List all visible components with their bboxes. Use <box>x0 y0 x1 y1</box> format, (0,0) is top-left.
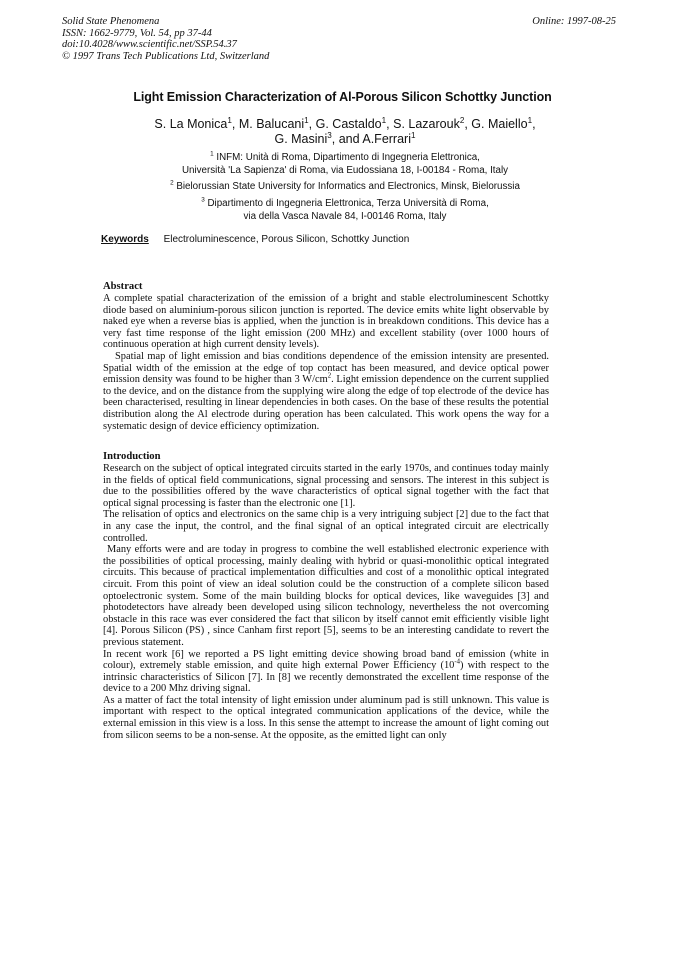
journal-header <box>62 16 269 62</box>
online-date: Online: 1997-08-25 <box>532 16 616 27</box>
affiliation-3: $^3$ Dipartimento di Ingegneria Elettronica, Terza Università di Roma, via della Vasca Navale 84, I-00146 Roma, Italy <box>201 196 489 222</box>
abstract-section <box>103 281 549 432</box>
intro-paragraph: The relisation of optics and electronics on the same chip is a very intriguing subject [2] due to the fact that in any case the input, the control, and the final signal of an optical integrated circuit are electrically controlled. <box>103 509 549 544</box>
intro-paragraph: Many efforts were and are today in progress to combine the well established electronic experience with the possibilities of optical processing, mainly dealing with hybrid or quasi-monolithic optical integrated circuits. This because of practical implementation difficulties and cost of a monolithic optical integrated circuit. From this point of view an ideal solution could be the construction of a complete silicon based optoelectronic system. Some of the main building blocks for optical devices, like waveguides [3] and photodetectors have already been developed using silicon technology, nevertheless the not overcoming obstacle in this race was ever considered the fact that silicon by itself cannot emit efficiently visible light [4]. Porous Silicon (PS) , since Canham first report [5], seems to be an interesting candidate to revert the previous statement. <box>103 544 549 648</box>
intro-paragraph: In recent work [6] we reported a PS light emitting device showing broad band of emission (white in colour), extremely stable emission, and quite high external Power Efficiency $(10^{-4})$ with respect to the intrinsic characteristics of Silicon [7]. In [8] we recently demonstrated the excellent time response of the device to a 200 Mhz driving signal. <box>103 648 549 695</box>
author: G. Masini <box>274 132 328 146</box>
paper-title: Light Emission Characterization of Al-Porous Silicon Schottky Junction <box>133 90 552 104</box>
abstract-paragraph: A complete spatial characterization of the emission of a bright and stable electroluminescent Schottky diode based on aluminium-porous silicon junction is reported. The device emits white light observable by naked eye when a reverse bias is applied, when the junction is in breakdown conditions. This device has a very fast time response of the light emission (200 MHz) and excellent stability (over 1000 hours of continuous operation at high current density levels). <box>103 293 549 351</box>
issn-line: ISSN: 1662-9779, Vol. 54, pp 37-44 <box>62 27 212 39</box>
author: G. Maiello <box>471 117 528 131</box>
affiliation-2: $^2$ Bielorussian State University for Informatics and Electronics, Minsk, Bielorussia <box>170 179 520 192</box>
keywords-label: Keywords <box>101 234 149 245</box>
journal-name: Solid State Phenomena <box>62 16 160 27</box>
abstract-paragraph: Spatial map of light emission and bias conditions dependence of the emission intensity are presented. Spatial width of the emission at the edge of top contact has been measured, and device optical power emission density was found to be higher than 3 $W/cm^2$. Light emission dependence on the current supplied to the device, and on the distance from the supplying wire along the edge of top electrode of the device has been characterised, resulting in linear dependencies in both cases. On the base of these results the potential distribution along the Al electrode during operation has been calculated. This work opens the way for a systematic design of device efficiency optimization. <box>103 350 549 432</box>
intro-paragraph: Research on the subject of optical integrated circuits started in the early 1970s, and continues today mainly in the fields of optical field communications, signal processing and sensors. The interest in this subject is due to the possibilities offered by the wave characteristics of optical signal together with the fact that optical signal processing is faster than the electronic one [1]. <box>103 463 549 509</box>
doi-line: doi:10.4028/www.scientific.net/SSP.54.37 <box>62 39 237 50</box>
author-list: S. La Monica$^1$, M. Balucani$^1$, G. Castaldo$^1$, S. Lazarouk$^2$, G. Maiello$^1$, G. Masini$^3$, and A.Ferrari$^1$ <box>154 115 536 146</box>
introduction-heading: Introduction <box>103 451 161 462</box>
author: and A.Ferrari <box>338 132 411 146</box>
introduction-section <box>103 451 549 741</box>
author: G. Castaldo <box>315 117 382 131</box>
author: S. La Monica <box>154 117 228 131</box>
intro-paragraph: As a matter of fact the total intensity of light emission under aluminum pad is still unknown. This value is important with respect to the optical integrated communication applications of the device, while the external emission in this view is a loss. In this sense the attempt to increase the amount of light coming out from silicon seems to be a non-sense. At the opposite, as the emitted light can only <box>103 694 549 741</box>
abstract-heading: Abstract <box>103 281 143 292</box>
author: M. Balucani <box>238 117 305 131</box>
author: S. Lazarouk <box>393 117 460 131</box>
keywords-text: Electroluminescence, Porous Silicon, Schottky Junction <box>163 234 410 245</box>
copyright-line: © 1997 Trans Tech Publications Ltd, Switzerland <box>62 50 270 62</box>
affiliation-1: $^1$ INFM: Unità di Roma, Dipartimento di Ingegneria Elettronica, Università 'La Sapienza' di Roma, via Eudossiana 18, I-00184 - Roma, Italy <box>181 150 509 176</box>
keywords <box>101 234 409 245</box>
